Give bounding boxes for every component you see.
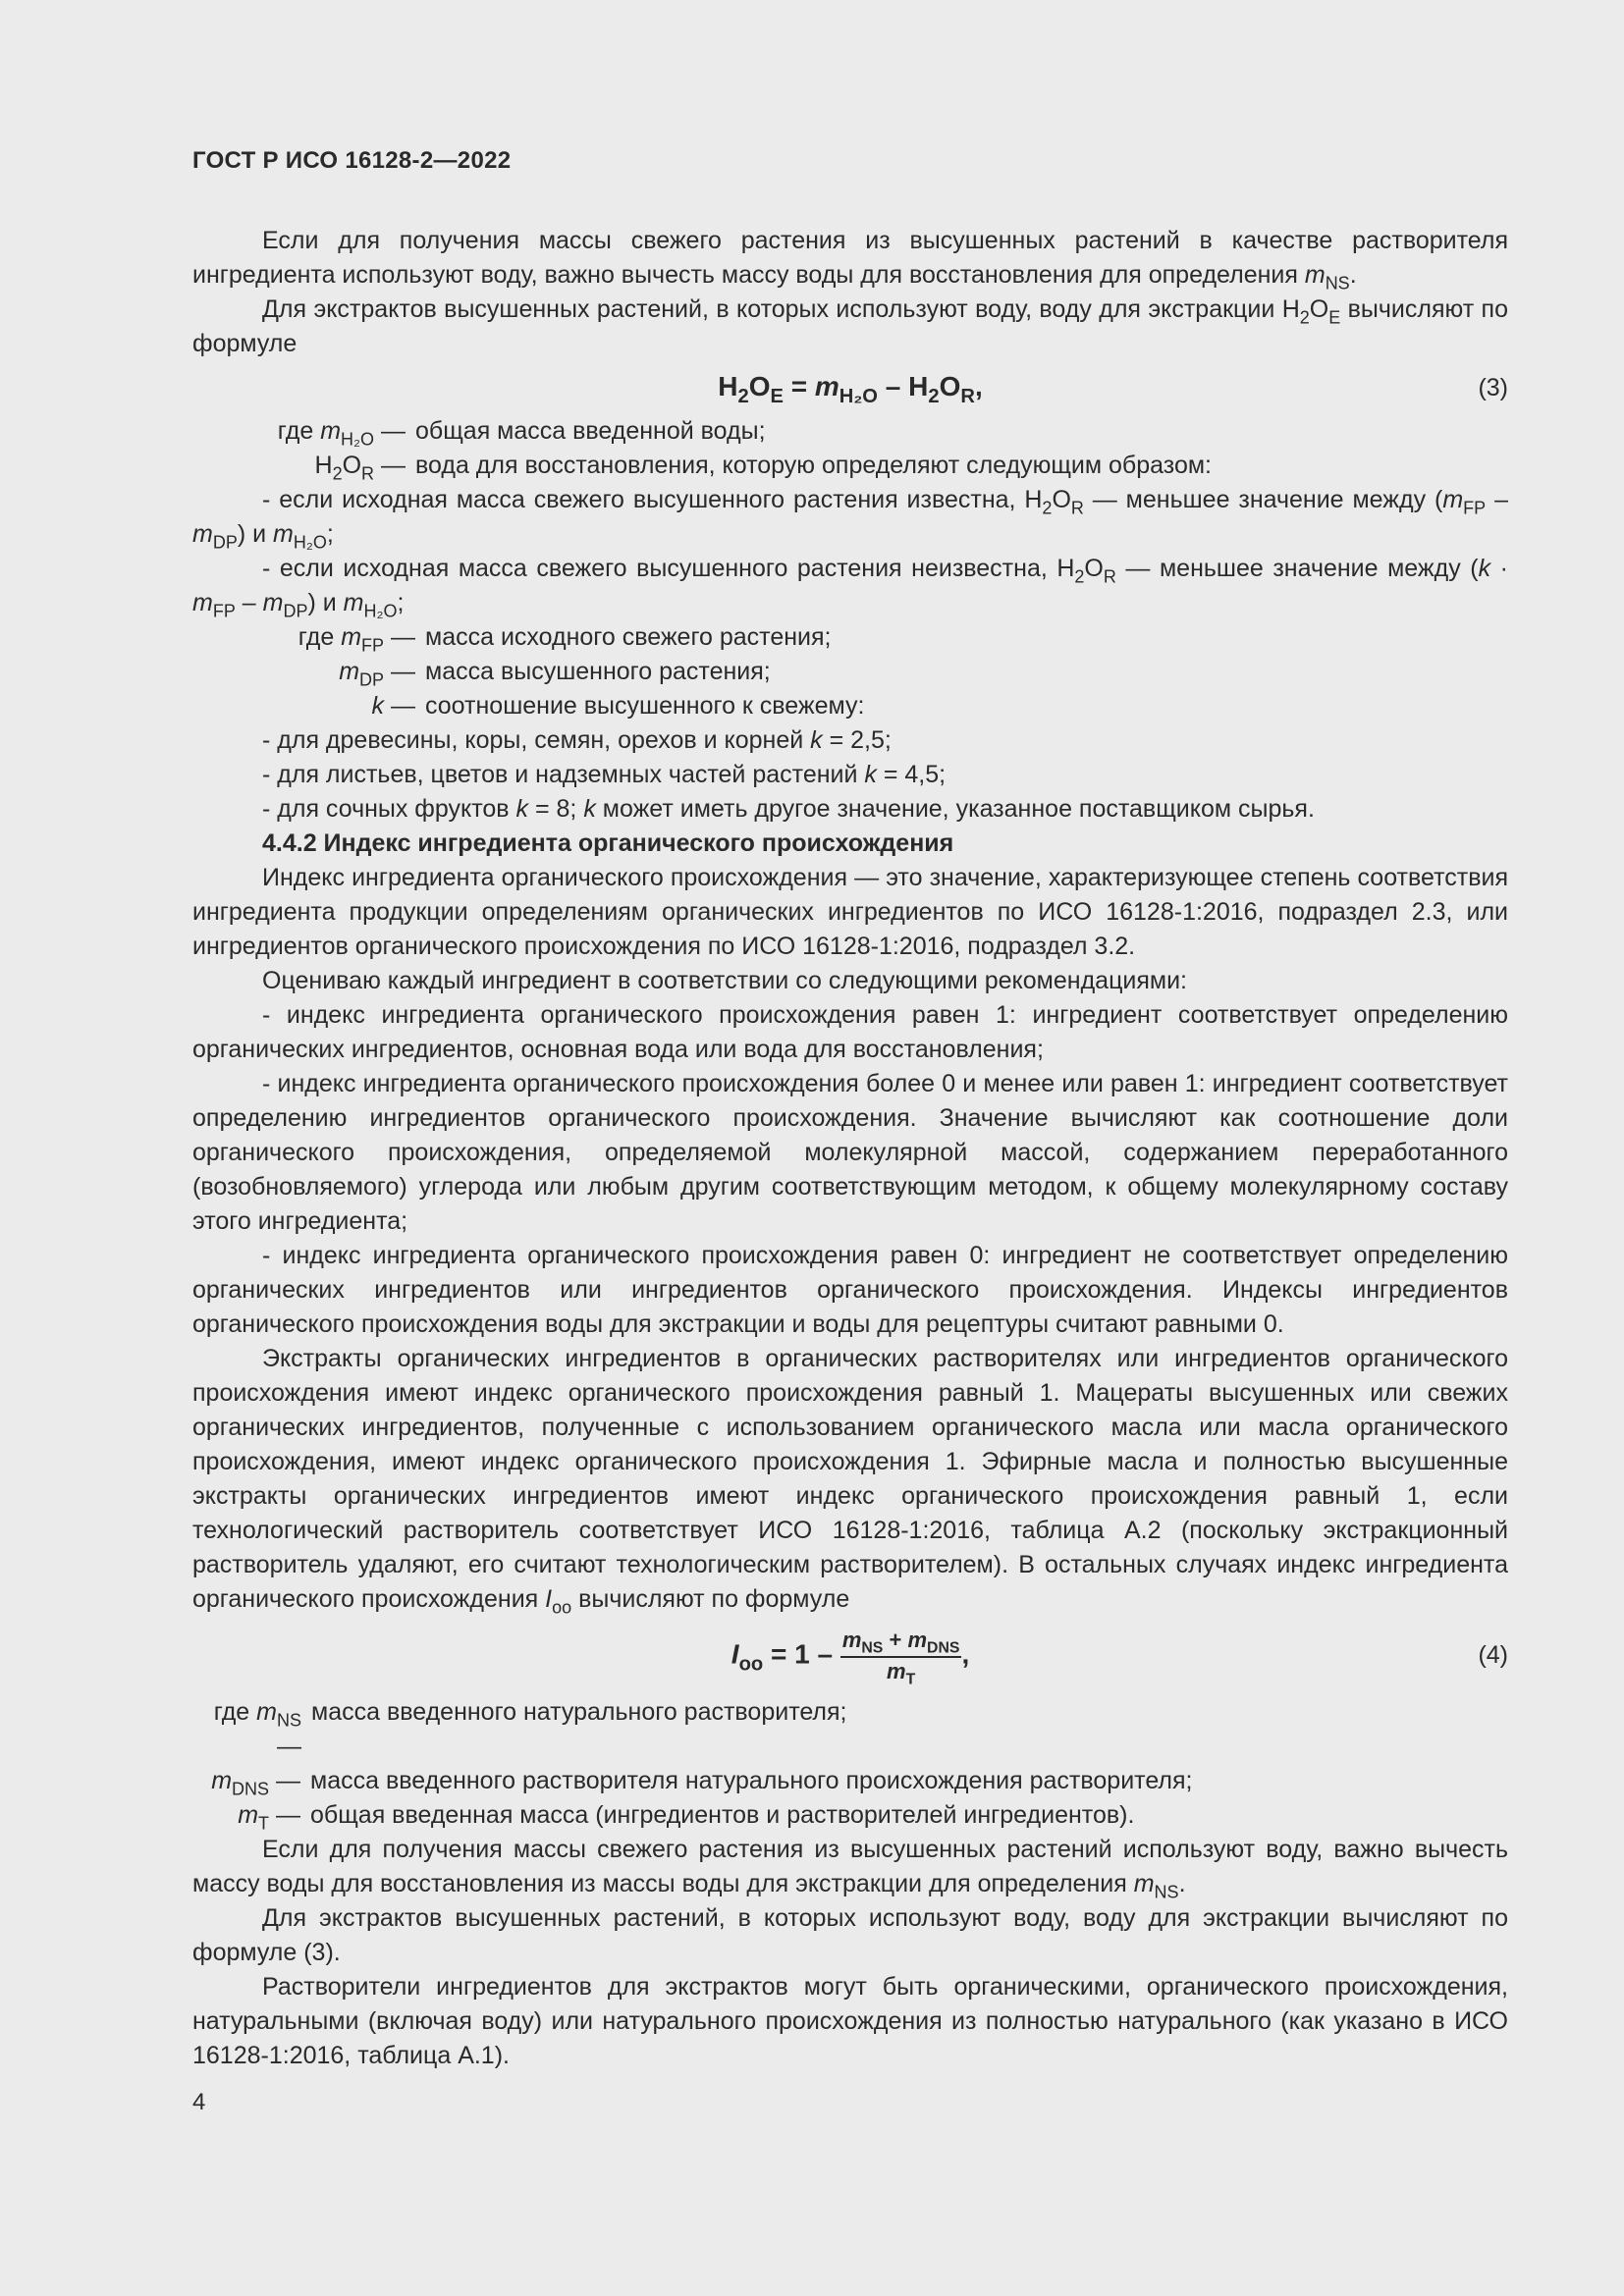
formula-3-expression: $H_2O_E = m_{H_2O} - H_2O_R$, <box>718 371 983 408</box>
definition-row: k — соотношение высушенного к свежему: <box>371 692 865 720</box>
paragraph-extract-water: Для экстрактов высушенных растений, в которых используют воду, воду для экстракции $H_2O_E$ вычисляют по формуле <box>192 295 1508 357</box>
list-item: - для листьев, цветов и надземных частей растений k = 4,5; <box>262 761 947 788</box>
list-item: - индекс ингредиента органического происхождения более 0 и менее или равен 1: ингредиент соответствует определению ингредиентов органического происхождения. Значение вычисляют как соотношение доли органического происхождения, определяемой молекулярной массой, содержанием переработанного (возобновляемого) углерода или любым другим соответствующим методом, к общему молекулярному составу этого ингредиента; <box>192 1070 1508 1235</box>
page-content <box>192 224 1508 2119</box>
definition-row: $m_{DNS}$ — масса введенного растворителя натурального происхождения растворителя; <box>211 1767 1193 1799</box>
list-item: - если исходная масса свежего высушенного растения известна, $H_2O_R$ — меньшее значение между $(m_{FP} - m_{DP})$ и $m_{H_2O}$; <box>192 486 1508 553</box>
section-heading: 4.4.2 Индекс ингредиента органического происхождения <box>262 829 954 857</box>
list-item: - для древесины, коры, семян, орехов и корней k = 2,5; <box>262 726 892 754</box>
paragraph-definition: Индекс ингредиента органического происхождения — это значение, характеризующее степень соответствия ингредиента продукции определениям органических ингредиентов по ИСО 16128-1:2016, подраздел 2.3, или ингредиентов органического происхождения по ИСО 16128-1:2016, подраздел 3.2. <box>192 864 1508 960</box>
list-item: - если исходная масса свежего высушенного растения неизвестна, $H_2O_R$ — меньшее значение между $(k \cdot m_{FP} - m_{DP})$ и $m_{H_2O}$; <box>192 555 1508 621</box>
list-item: - для сочных фруктов k = 8; k может иметь другое значение, указанное поставщиком сырья. <box>262 795 1315 823</box>
formula-3 <box>192 361 1508 414</box>
formula-4-fraction: $\frac{m_{NS} + m_{DNS}}{m_T}$ <box>841 1628 960 1688</box>
definition-row: $H_2O_R$ — вода для восстановления, которую определяют следующим образом: <box>314 452 1212 484</box>
paragraph-solvents: Растворители ингредиентов для экстрактов могут быть органическими, органического происхождения, натуральными (включая воду) или натурального происхождения из полностью натурального (как указано в ИСО 16128-1:2016, таблица А.1). <box>192 1973 1508 2069</box>
definition-row: где $m_{H_2O}$ — общая масса введенной воды; <box>277 417 766 450</box>
document-header: ГОСТ Р ИСО 16128-2—2022 <box>192 147 512 174</box>
paragraph-evaluation: Оцениваю каждый ингредиент в соответствии со следующими рекомендациями: <box>262 967 1187 994</box>
definition-row: $m_{DP}$ — масса высушенного растения; <box>339 658 771 690</box>
formula-4 <box>192 1617 1508 1695</box>
list-item: - индекс ингредиента органического происхождения равен 1: ингредиент соответствует определению органических ингредиентов, основная вода или вода для восстановления; <box>192 1001 1508 1063</box>
paragraph-extracts: Экстракты органических ингредиентов в органических растворителях или ингредиентов органического происхождения имеют индекс органического происхождения равный 1. Мацераты высушенных или свежих органических ингредиентов, полученные с использованием органического масла или масла органического происхождения, имеют индекс органического происхождения 1. Эфирные масла и полностью высушенные экстракты органических ингредиентов имеют индекс органического происхождения равный 1, если технологический растворитель соответствует ИСО 16128-1:2016, таблица А.2 (поскольку экстракционный растворитель удаляют, его считают технологическим растворителем). В остальных случаях индекс ингредиента органического происхождения $I_{oo}$ вычисляют по формуле <box>192 1345 1508 1618</box>
page-number: 4 <box>192 2089 206 2115</box>
definition-row: где $m_{NS}$ — масса введенного натурального растворителя; <box>213 1698 847 1760</box>
formula-4-expression: $I_{oo} = 1$ – $\frac{m_{NS} + m_{DNS}}{m_T}$ , <box>731 1628 970 1688</box>
formula-3-number: (3) <box>1478 374 1508 401</box>
definition-row: $m_T$ — общая введенная масса (ингредиентов и растворителей ингредиентов). <box>238 1801 1135 1834</box>
definition-row: где $m_{FP}$ — масса исходного свежего растения; <box>298 623 832 656</box>
paragraph-formula-ref: Для экстрактов высушенных растений, в которых используют воду, воду для экстракции вычисляют по формуле (3). <box>192 1904 1508 1966</box>
paragraph-fresh-mass-2: Если для получения массы свежего растения из высушенных растений используют воду, важно вычесть массу воды для восстановления из массы воды для экстракции для определения $m_{NS}$. <box>192 1836 1508 1902</box>
list-item: - индекс ингредиента органического происхождения равен 0: ингредиент не соответствует определению органических ингредиентов или ингредиентов органического происхождения. Индексы ингредиентов органического происхождения воды для экстракции и воды для рецептуры считают равными 0. <box>192 1242 1508 1338</box>
paragraph-fresh-mass: Если для получения массы свежего растения из высушенных растений в качестве растворителя ингредиента используют воду, важно вычесть массу воды для восстановления для определения $m_{NS}$. <box>192 227 1508 294</box>
formula-4-number: (4) <box>1478 1641 1508 1669</box>
